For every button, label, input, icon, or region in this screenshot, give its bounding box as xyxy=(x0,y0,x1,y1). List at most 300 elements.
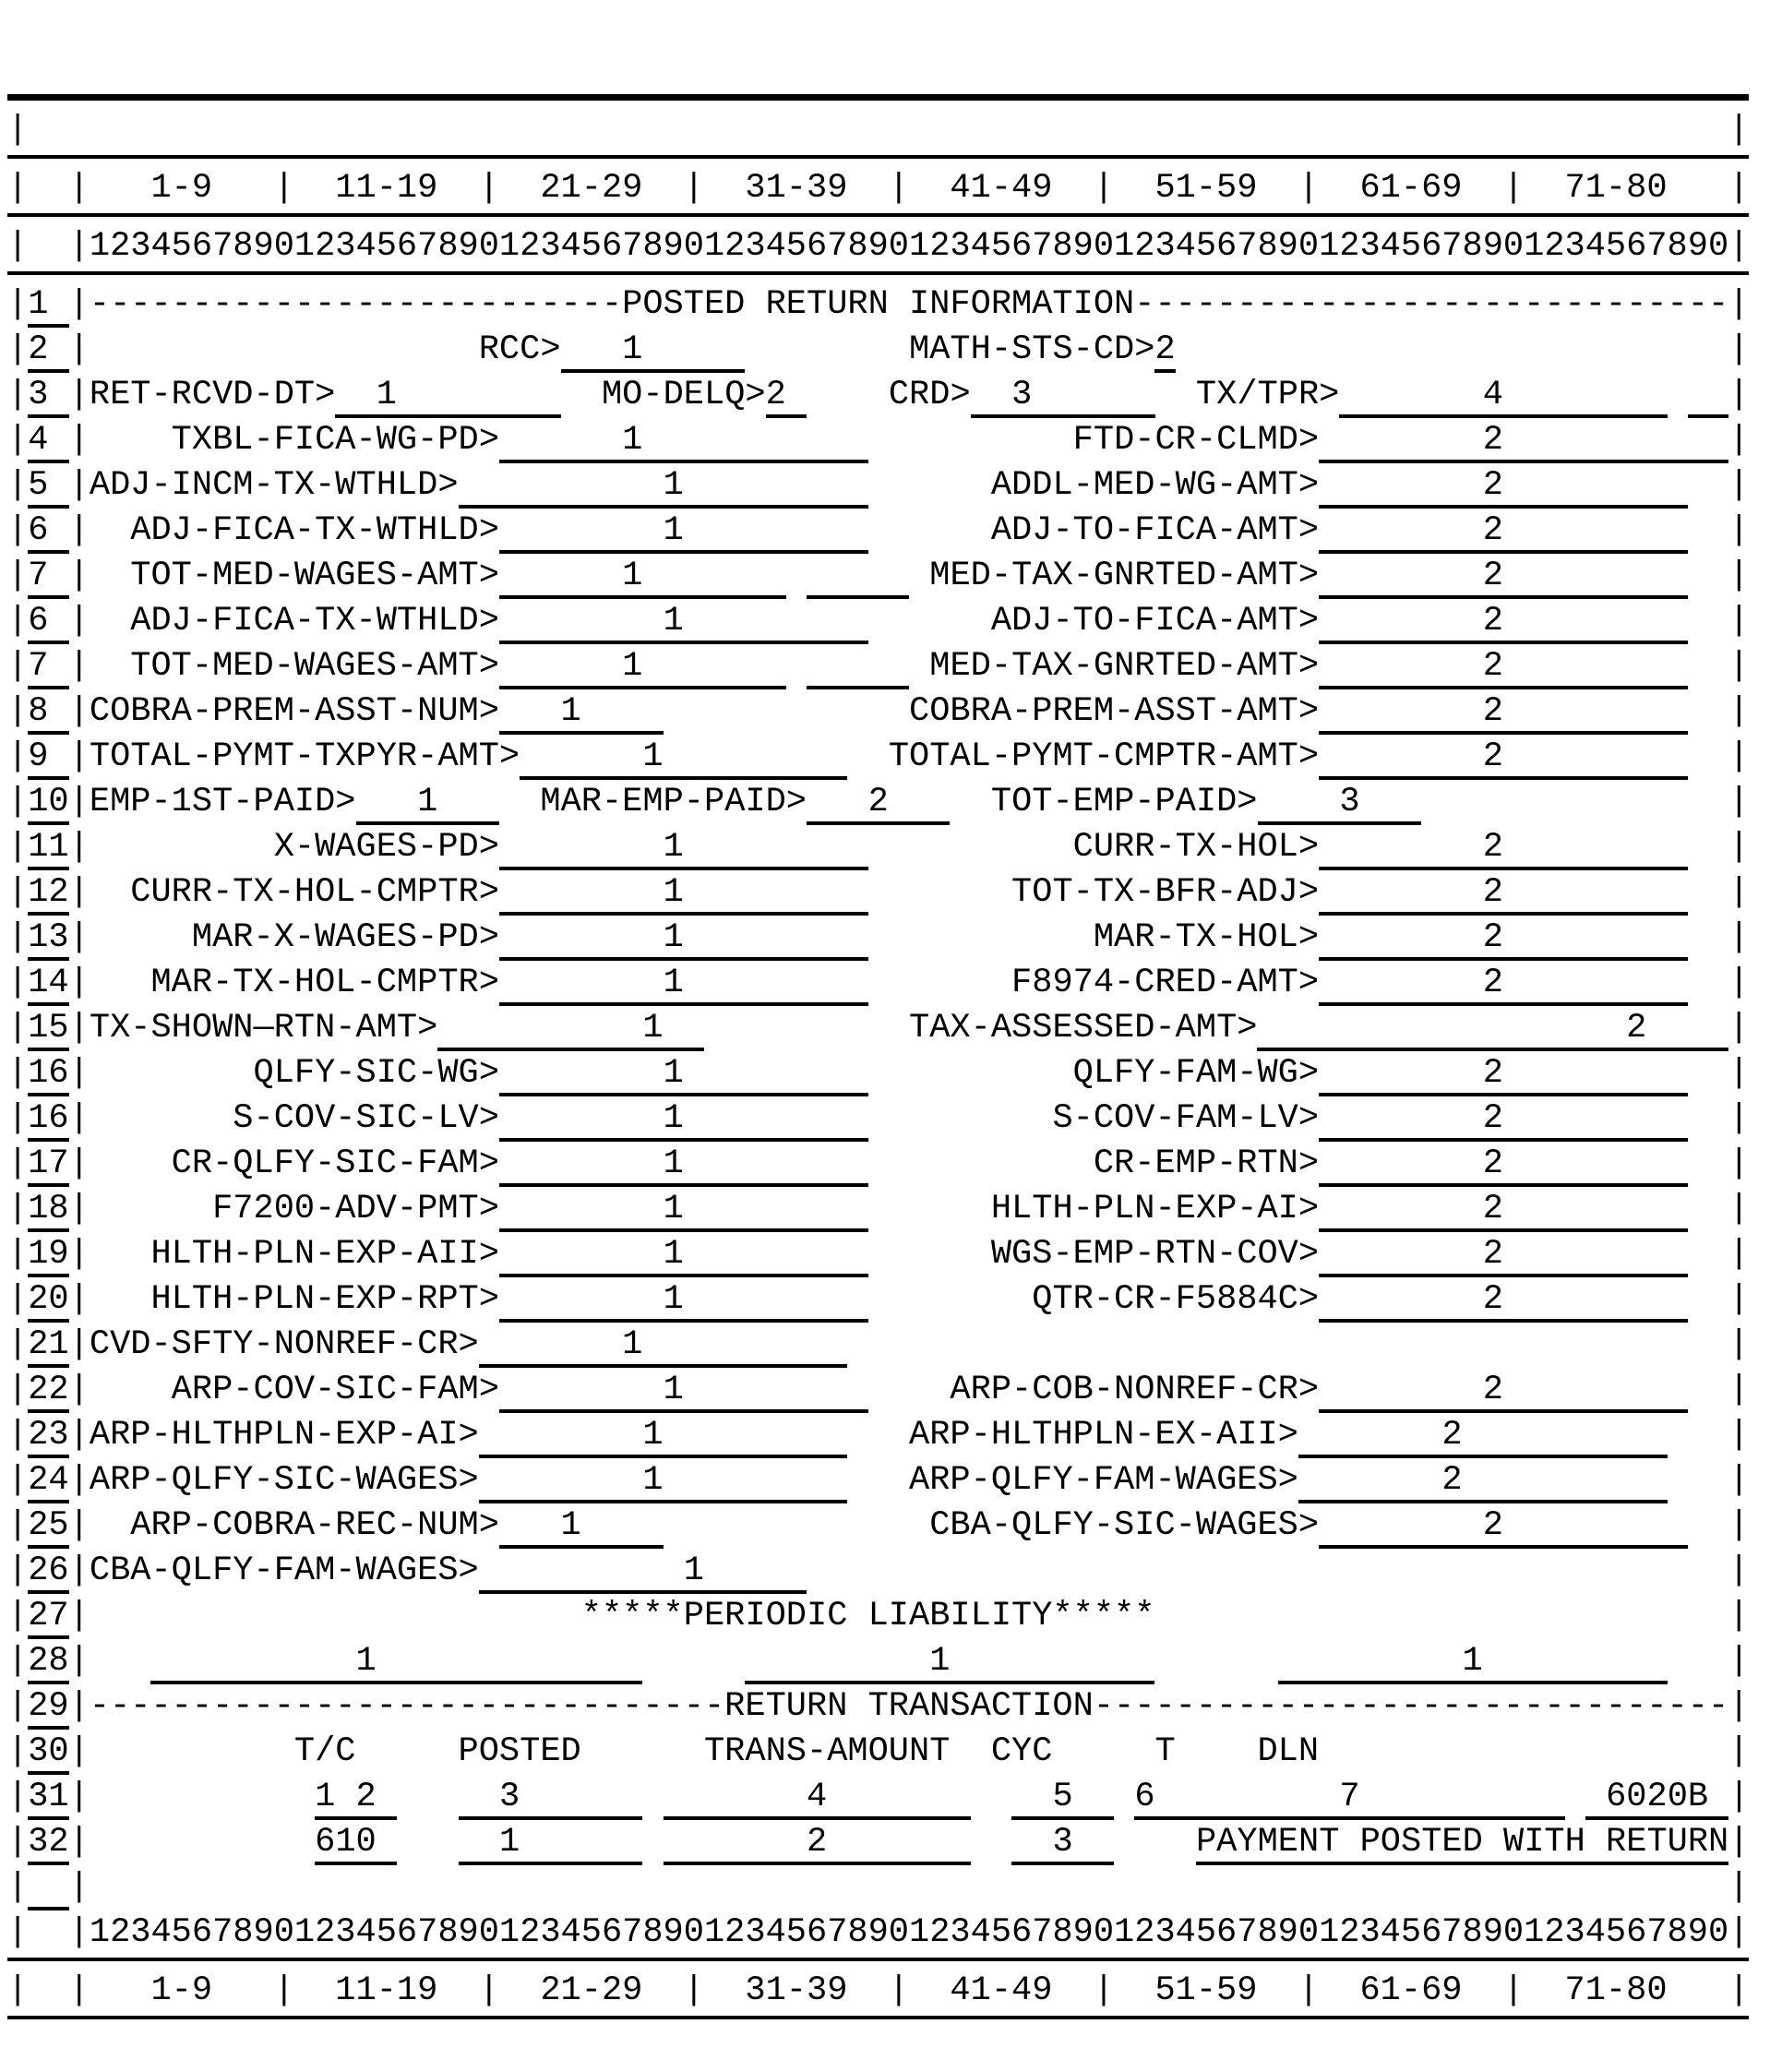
report-body xyxy=(7,94,1770,2027)
padding-run xyxy=(1688,692,1728,731)
padding-run xyxy=(1688,557,1728,595)
row-number: 23 xyxy=(28,1416,68,1458)
gutter-bar: | xyxy=(68,1732,90,1771)
field-underline: 2 xyxy=(1319,828,1688,870)
gutter-bar xyxy=(69,111,90,150)
padding-run xyxy=(1154,1597,1728,1635)
row-number: 4 xyxy=(28,421,68,463)
text-run: QLFY-SIC-WG> xyxy=(89,1054,499,1093)
top-border-rule xyxy=(7,94,1749,108)
row-number: 10 xyxy=(28,783,68,825)
padding-run xyxy=(1688,647,1728,686)
text-run: *****PERIODIC LIABILITY***** xyxy=(89,1597,1155,1635)
left-border-bar: | xyxy=(7,1144,29,1183)
right-border-bar: | xyxy=(1728,1642,1750,1681)
padding-run xyxy=(1176,330,1729,369)
text-run: CR-EMP-RTN> xyxy=(867,1144,1320,1183)
row-number: 26 xyxy=(28,1551,68,1594)
row-number: 6 xyxy=(28,602,68,644)
row-number xyxy=(28,1868,68,1910)
right-border-bar: | xyxy=(1728,111,1750,150)
report-line xyxy=(7,1187,1770,1232)
padding-run xyxy=(1688,964,1728,1002)
field-underline: 1 xyxy=(499,918,868,961)
text-run: CBA-QLFY-SIC-WAGES> xyxy=(663,1506,1320,1545)
text-run: CURR-TX-HOL-CMPTR> xyxy=(89,873,499,912)
right-border-bar: | xyxy=(1728,285,1750,324)
text-run: TAX-ASSESSED-AMT> xyxy=(703,1009,1258,1048)
right-border-bar: | xyxy=(1728,1144,1750,1183)
gutter-bar: | xyxy=(68,1325,90,1364)
report-line xyxy=(7,1549,1770,1594)
gutter-bar: | xyxy=(68,1551,90,1590)
field-underline: 7 xyxy=(1176,1778,1565,1820)
text-run: S-COV-SIC-LV> xyxy=(89,1099,499,1138)
field-underline xyxy=(807,557,909,599)
row-number: 2 xyxy=(28,330,68,373)
field-underline: 2 xyxy=(1319,466,1688,509)
text-run: MED-TAX-GNRTED-AMT> xyxy=(909,647,1320,686)
text-run: HLTH-PLN-EXP-AI> xyxy=(867,1190,1320,1228)
text-run: T/C POSTED TRANS-AMOUNT CYC T DLN xyxy=(89,1732,1320,1771)
text-run: TOT-MED-WAGES-AMT> xyxy=(89,557,499,595)
field-underline: 1 xyxy=(335,376,560,418)
field-underline: 3 xyxy=(971,376,1155,418)
field-underline: 1 xyxy=(499,421,786,463)
text-run xyxy=(786,647,807,686)
text-run: ARP-QLFY-SIC-WAGES> xyxy=(89,1461,479,1500)
text-run: RCC> xyxy=(89,330,561,369)
gutter-bar: | xyxy=(68,918,90,957)
left-border-bar: | xyxy=(7,737,29,776)
report-line xyxy=(7,780,1770,825)
left-border-bar: | xyxy=(7,1868,29,1907)
right-border-bar: | xyxy=(1728,737,1750,776)
gutter-bar: | xyxy=(68,1280,90,1319)
padding-run xyxy=(1688,1144,1728,1183)
report-line xyxy=(7,961,1770,1006)
gutter-bar: | xyxy=(68,1506,90,1545)
field-underline: 5 xyxy=(1011,1778,1114,1820)
right-border-bar: | xyxy=(1728,376,1750,414)
right-border-bar: | xyxy=(1728,828,1750,867)
field-underline: 1 xyxy=(459,1823,643,1865)
report-line xyxy=(7,1368,1770,1413)
field-underline: 2 xyxy=(1319,1099,1688,1142)
right-border-bar: | xyxy=(1728,692,1750,731)
text-run: FTD-CR-CLMD> xyxy=(867,421,1320,460)
row-number: 14 xyxy=(28,964,68,1006)
row-number: 32 xyxy=(28,1823,68,1865)
padding-run xyxy=(1688,511,1728,550)
left-border-bar: | xyxy=(7,1732,29,1771)
text-run xyxy=(1114,1778,1134,1816)
padding-run xyxy=(1688,1371,1728,1409)
left-border-bar: | xyxy=(7,285,29,324)
field-underline: PAYMENT POSTED WITH RETURN xyxy=(1196,1823,1728,1865)
left-border-bar: | xyxy=(7,692,29,731)
text-run: CR-QLFY-SIC-FAM> xyxy=(89,1144,499,1183)
right-border-bar: | xyxy=(1728,1868,1750,1907)
field-underline: 1 xyxy=(745,1642,1154,1684)
row-number xyxy=(28,1913,68,1952)
text-run: X-WAGES-PD> xyxy=(89,828,499,867)
gutter-bar: | xyxy=(68,1913,90,1952)
report-line xyxy=(7,554,1770,599)
report-line xyxy=(7,735,1770,780)
field-underline: 1 xyxy=(479,1551,807,1594)
left-border-bar: | xyxy=(7,1823,29,1862)
row-number: 24 xyxy=(28,1461,68,1503)
field-underline: 1 xyxy=(499,1506,664,1549)
text-run xyxy=(90,1778,315,1816)
field-underline: 2 xyxy=(1319,511,1688,554)
padding-run xyxy=(1688,1506,1728,1545)
text-run: EMP-1ST-PAID> xyxy=(89,783,356,821)
left-border-bar: | xyxy=(7,1778,29,1816)
text-run: CVD-SFTY-NONREF-CR> xyxy=(89,1325,479,1364)
report-line xyxy=(7,1820,1770,1865)
padding-run xyxy=(1668,1642,1729,1681)
right-border-bar: | xyxy=(1728,1778,1750,1816)
right-border-bar: | xyxy=(1728,1461,1750,1500)
field-underline: 3 xyxy=(1258,783,1422,825)
row-number: 1 xyxy=(28,285,68,328)
row-number: 29 xyxy=(28,1687,68,1730)
report-line xyxy=(7,108,1770,153)
text-run: 12345678901234567890123456789012345678901234567890123456789012345678901234567890 xyxy=(89,227,1729,266)
row-number: 18 xyxy=(28,1190,68,1232)
text-run: MAR-EMP-PAID> xyxy=(498,783,807,821)
report-line xyxy=(7,1775,1770,1820)
row-number: 5 xyxy=(28,466,68,509)
right-border-bar: | xyxy=(1728,1416,1750,1455)
right-border-bar: | xyxy=(1728,466,1750,505)
field-underline: 1 xyxy=(499,1280,868,1323)
text-run: CBA-QLFY-FAM-WAGES> xyxy=(89,1551,479,1590)
row-number: 22 xyxy=(28,1371,68,1413)
right-border-bar: | xyxy=(1728,1099,1750,1138)
left-border-bar: | xyxy=(7,964,29,1002)
report-line xyxy=(7,224,1770,269)
text-run: TXBL-FICA-WG-PD> xyxy=(89,421,499,460)
right-border-bar: | xyxy=(1728,873,1750,912)
report-line xyxy=(7,166,1770,211)
text-run: ADJ-FICA-TX-WTHLD> xyxy=(89,602,499,641)
right-border-bar: | xyxy=(1728,227,1750,266)
text-run: 1-9 | 11-19 | 21-29 | 31-39 | 41-49 | 51-59 | 61-69 | 71-80 xyxy=(89,1971,1729,2010)
field-underline: 2 xyxy=(1319,873,1688,916)
row-number: 31 xyxy=(28,1778,68,1820)
row-number xyxy=(28,227,68,266)
left-border-bar: | xyxy=(7,466,29,505)
gutter-bar: | xyxy=(68,1868,90,1907)
report-line xyxy=(7,1458,1770,1503)
padding-run xyxy=(1688,1280,1728,1319)
text-run: --------------------------POSTED RETURN INFORMATION----------------------------- xyxy=(89,285,1729,324)
right-border-bar: | xyxy=(1728,918,1750,957)
text-run: TOT-TX-BFR-ADJ> xyxy=(867,873,1320,912)
left-border-bar: | xyxy=(7,1597,29,1635)
field-underline: 1 xyxy=(499,692,664,735)
text-run: WGS-EMP-RTN-COV> xyxy=(867,1235,1320,1274)
padding-run xyxy=(1688,1099,1728,1138)
left-border-bar: | xyxy=(7,1371,29,1409)
gutter-bar: | xyxy=(68,964,90,1002)
left-border-bar: | xyxy=(7,111,29,150)
text-run xyxy=(1565,1778,1585,1816)
gutter-bar: | xyxy=(68,227,90,266)
left-border-bar: | xyxy=(7,828,29,867)
left-border-bar: | xyxy=(7,227,29,266)
right-border-bar: | xyxy=(1728,1687,1750,1726)
field-underline: 1 xyxy=(499,1235,868,1277)
field-underline: 4 xyxy=(664,1778,971,1820)
gutter-bar: | xyxy=(68,783,90,821)
text-run: ARP-COB-NONREF-CR> xyxy=(867,1371,1320,1409)
text-run: MAR-X-WAGES-PD> xyxy=(89,918,499,957)
text-run: CURR-TX-HOL> xyxy=(867,828,1320,867)
report-line xyxy=(7,509,1770,554)
row-number: 8 xyxy=(28,692,68,735)
field-underline xyxy=(1688,376,1728,418)
gutter-bar: | xyxy=(68,1099,90,1138)
gutter-bar: | xyxy=(68,602,90,641)
field-underline: 4 xyxy=(1339,376,1667,418)
gutter-bar: | xyxy=(68,737,90,776)
report-line xyxy=(7,1503,1770,1549)
right-border-bar: | xyxy=(1728,647,1750,686)
text-run: F7200-ADV-PMT> xyxy=(89,1190,499,1228)
text-run: ARP-COV-SIC-FAM> xyxy=(89,1371,499,1409)
left-border-bar: | xyxy=(7,918,29,957)
text-run: TOT-EMP-PAID> xyxy=(950,783,1258,821)
left-border-bar: | xyxy=(7,873,29,912)
gutter-bar: | xyxy=(68,466,90,505)
text-run: F8974-CRED-AMT> xyxy=(867,964,1320,1002)
text-run xyxy=(971,1823,1011,1862)
report-line xyxy=(7,1684,1770,1730)
gutter-bar: | xyxy=(68,421,90,460)
text-run xyxy=(397,1778,459,1816)
text-run: S-COV-FAM-LV> xyxy=(867,1099,1320,1138)
text-run: QTR-CR-F5884C> xyxy=(867,1280,1320,1319)
left-border-bar: | xyxy=(7,1971,29,2010)
gutter-bar: | xyxy=(68,1371,90,1409)
padding-run xyxy=(90,111,1728,150)
field-underline: 610 xyxy=(315,1823,397,1865)
gutter-bar: | xyxy=(68,330,90,369)
field-underline: 1 xyxy=(499,1054,868,1096)
left-border-bar: | xyxy=(7,1235,29,1274)
text-run: MO-DELQ> xyxy=(560,376,766,414)
row-number: 16 xyxy=(28,1054,68,1096)
field-underline xyxy=(807,647,909,689)
report-line xyxy=(7,689,1770,735)
field-underline: 1 xyxy=(479,1325,848,1368)
field-underline: 2 xyxy=(1319,1235,1688,1277)
field-underline: 1 xyxy=(499,1144,868,1187)
left-border-bar: | xyxy=(7,1642,29,1681)
gutter-bar: | xyxy=(68,557,90,595)
field-underline: 6020B xyxy=(1585,1778,1728,1820)
field-underline: 1 xyxy=(520,737,847,780)
text-run: COBRA-PREM-ASST-NUM> xyxy=(89,692,499,731)
text-run xyxy=(1154,1642,1277,1681)
text-run xyxy=(642,1778,663,1816)
report-line xyxy=(7,1006,1770,1051)
padding-run xyxy=(1688,1235,1728,1274)
field-underline: 2 xyxy=(1319,1190,1688,1232)
field-underline: 2 xyxy=(807,783,950,825)
padding-run xyxy=(90,1868,1728,1907)
report-line xyxy=(7,599,1770,644)
field-underline: 1 xyxy=(499,557,786,599)
padding-run xyxy=(1668,1416,1729,1455)
report-line xyxy=(7,418,1770,463)
report-line xyxy=(7,1639,1770,1684)
padding-run xyxy=(1688,918,1728,957)
right-border-bar: | xyxy=(1728,1190,1750,1228)
row-number: 7 xyxy=(28,647,68,689)
report-line xyxy=(7,463,1770,509)
row-number: 9 xyxy=(28,737,68,780)
field-underline: 1 xyxy=(499,602,868,644)
text-run: ADJ-FICA-TX-WTHLD> xyxy=(89,511,499,550)
field-underline xyxy=(1688,421,1728,463)
field-underline: 3 xyxy=(459,1778,643,1820)
text-run xyxy=(90,1642,151,1681)
field-underline: 2 xyxy=(766,376,807,418)
padding-run xyxy=(1688,1190,1728,1228)
field-underline: 1 xyxy=(479,1461,848,1503)
gutter-bar: | xyxy=(68,1687,90,1726)
left-border-bar: | xyxy=(7,1913,29,1952)
text-run: ADJ-TO-FICA-AMT> xyxy=(867,602,1320,641)
field-underline: 2 xyxy=(1319,918,1688,961)
report-line xyxy=(7,1051,1770,1096)
report-line xyxy=(7,1277,1770,1323)
left-border-bar: | xyxy=(7,1325,29,1364)
row-number: 15 xyxy=(28,1009,68,1051)
right-border-bar: | xyxy=(1728,169,1750,208)
gutter-bar: | xyxy=(68,285,90,324)
text-run: HLTH-PLN-EXP-RPT> xyxy=(89,1280,499,1319)
text-run xyxy=(1114,1823,1196,1862)
gutter-bar: | xyxy=(68,1416,90,1455)
padding-run xyxy=(1688,1054,1728,1093)
gutter-bar: | xyxy=(68,169,90,208)
right-border-bar: | xyxy=(1728,330,1750,369)
field-underline: 2 xyxy=(1319,1506,1688,1549)
left-border-bar: | xyxy=(7,1687,29,1726)
row-number xyxy=(28,169,68,208)
field-underline: 1 xyxy=(150,1642,642,1684)
field-underline: 3 xyxy=(1011,1823,1114,1865)
right-border-bar: | xyxy=(1728,602,1750,641)
row-number: 28 xyxy=(28,1642,68,1684)
field-underline: 2 xyxy=(1319,557,1688,599)
padding-run xyxy=(1688,828,1728,867)
left-border-bar: | xyxy=(7,330,29,369)
field-underline: 2 xyxy=(1319,964,1688,1006)
field-underline: 1 xyxy=(499,1099,868,1142)
gutter-bar: | xyxy=(68,1971,90,2010)
gutter-bar: | xyxy=(68,1461,90,1500)
field-underline: 2 xyxy=(1319,647,1688,689)
report-line xyxy=(7,1232,1770,1277)
report-line xyxy=(7,328,1770,373)
horizontal-rule xyxy=(7,271,1749,282)
report-line xyxy=(7,916,1770,961)
text-run: ARP-HLTHPLN-EX-AII> xyxy=(847,1416,1298,1455)
report-line xyxy=(7,1969,1770,2014)
right-border-bar: | xyxy=(1728,783,1750,821)
right-border-bar: | xyxy=(1728,1597,1750,1635)
field-underline: 2 xyxy=(1257,1009,1728,1051)
gutter-bar: | xyxy=(68,1190,90,1228)
report-line xyxy=(7,282,1770,328)
field-underline: 2 xyxy=(1319,1144,1688,1187)
gutter-bar: | xyxy=(68,828,90,867)
left-border-bar: | xyxy=(7,602,29,641)
right-border-bar: | xyxy=(1728,1913,1750,1952)
report-line xyxy=(7,1910,1770,1956)
row-number: 13 xyxy=(28,918,68,961)
row-number: 27 xyxy=(28,1597,68,1639)
field-underline: 2 xyxy=(1298,1461,1668,1503)
field-underline: 2 xyxy=(1154,330,1175,373)
right-border-bar: | xyxy=(1728,1371,1750,1409)
text-run: 12345678901234567890123456789012345678901234567890123456789012345678901234567890 xyxy=(89,1913,1729,1952)
right-border-bar: | xyxy=(1728,1506,1750,1545)
report-line xyxy=(7,1730,1770,1775)
text-run: TOT-MED-WAGES-AMT> xyxy=(89,647,499,686)
row-number: 11 xyxy=(28,828,68,870)
field-underline: 1 xyxy=(499,1371,868,1413)
text-run: RET-RCVD-DT> xyxy=(89,376,336,414)
report-line xyxy=(7,1865,1770,1910)
padding-run xyxy=(1688,602,1728,641)
gutter-bar: | xyxy=(68,647,90,686)
field-underline: 1 xyxy=(479,1416,848,1458)
left-border-bar: | xyxy=(7,1506,29,1545)
right-border-bar: | xyxy=(1728,1235,1750,1274)
field-underline: 2 xyxy=(1319,1280,1688,1323)
text-run: ARP-QLFY-FAM-WAGES> xyxy=(847,1461,1298,1500)
text-run: ARP-COBRA-REC-NUM> xyxy=(89,1506,499,1545)
left-border-bar: | xyxy=(7,169,29,208)
field-underline: 2 xyxy=(1319,1371,1688,1413)
text-run xyxy=(1668,376,1688,414)
report-line xyxy=(7,644,1770,689)
field-underline: 1 xyxy=(499,873,868,916)
field-underline: 1 xyxy=(561,330,746,373)
field-underline: 1 xyxy=(499,1190,868,1232)
text-run xyxy=(971,1778,1011,1816)
text-run: CRD> xyxy=(807,376,971,414)
padding-run xyxy=(1319,1732,1728,1771)
field-underline: 2 xyxy=(1319,421,1688,463)
gutter-bar: | xyxy=(68,873,90,912)
gutter-bar: | xyxy=(68,511,90,550)
left-border-bar: | xyxy=(7,1416,29,1455)
text-run: 1-9 | 11-19 | 21-29 | 31-39 | 41-49 | 51-59 | 61-69 | 71-80 xyxy=(89,169,1729,208)
text-run: MED-TAX-GNRTED-AMT> xyxy=(909,557,1320,595)
horizontal-rule xyxy=(7,213,1749,224)
text-run: TOTAL-PYMT-CMPTR-AMT> xyxy=(847,737,1320,776)
field-underline: 1 xyxy=(499,964,868,1006)
